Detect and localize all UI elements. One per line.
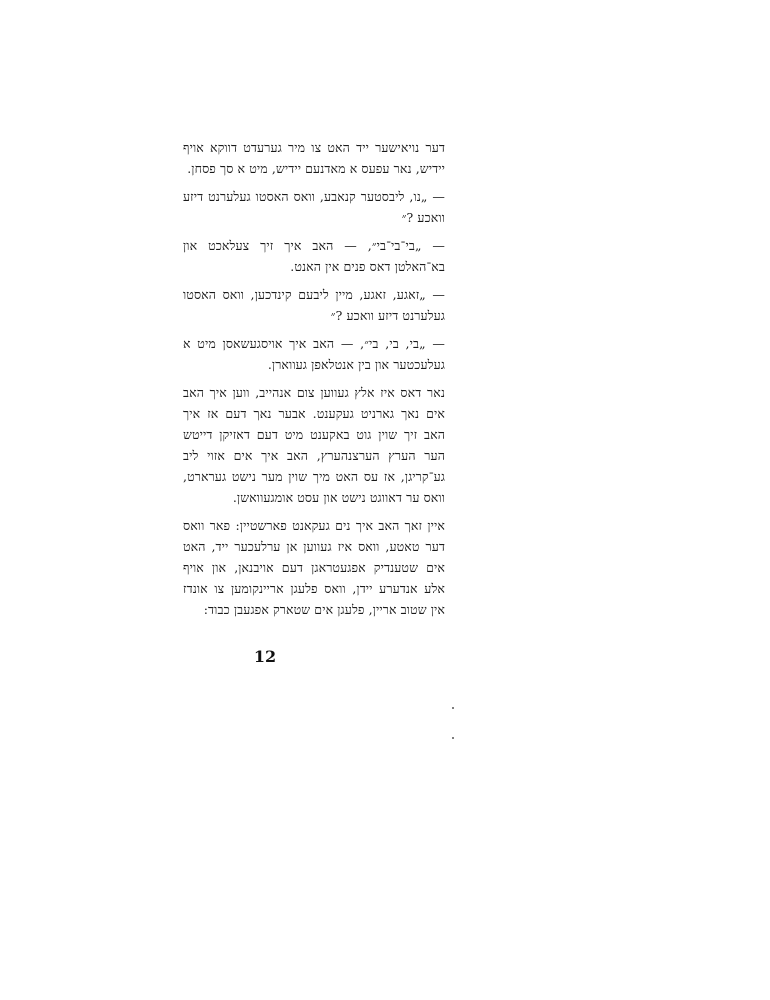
paragraph-5: — „בי, בי, בי״, — האב איך אויסגעשאסן מיט א געלעכטער און בין אנטלאפן געווארן. <box>183 336 445 372</box>
page-number: 12 <box>253 647 277 666</box>
paragraph-4: — „זאגע, זאגע, מיין ליבעם קינדכען, וואס האסטו געלערנט דיזע וואכע ?״ <box>183 287 445 323</box>
paragraph-3: — „בי־בי־בי״, — האב איך זיך צעלאכט און בא־האלטן דאס פנים אין האנט. <box>183 238 445 274</box>
paragraph-6: נאר דאס איז אלץ געווען צום אנהייב, ווען איך האב אים נאך גארניט געקענט. אבער נאך דעם אז איך האב זיך שוין גוט באקענט מיט דעם דאזיקן דייטש הער הערץ הערצנהערץ, האב איך אים אזוי ליב גע־קריגן, אז עס האט מיך שוין מער נישט גערארט, וואס ער דאווגט נישט און עסט אומגעוואשן. <box>183 385 445 505</box>
scan-speck <box>452 707 454 709</box>
paragraph-7: איין זאך האב איך נים געקאנט פארשטיין: פאר וואס דער טאטע, וואס איז געווען אן ערלעכער ייד, האט אים שטענדיק אפגעטראגן דעם אויבנאן, און אויף אלע אנדערע יידן, וואס פלעגן אריינקומען צו אונדז אין שטוב אריין, פלעגן אים שטארק אפגעבן כבוד: <box>183 518 445 617</box>
scan-speck <box>452 737 454 739</box>
paragraph-2: — „נו, ליבסטער קנאבע, וואס האסטו געלערנט דיזע וואכע ?״ <box>183 189 445 225</box>
body-text <box>183 137 445 627</box>
paragraph-1: דער נויאישער ייד האט צו מיר גערעדט דווקא אויף יידיש, נאר עפעס א מאדנעם יידיש, מיט א סך פסחן. <box>183 140 445 176</box>
